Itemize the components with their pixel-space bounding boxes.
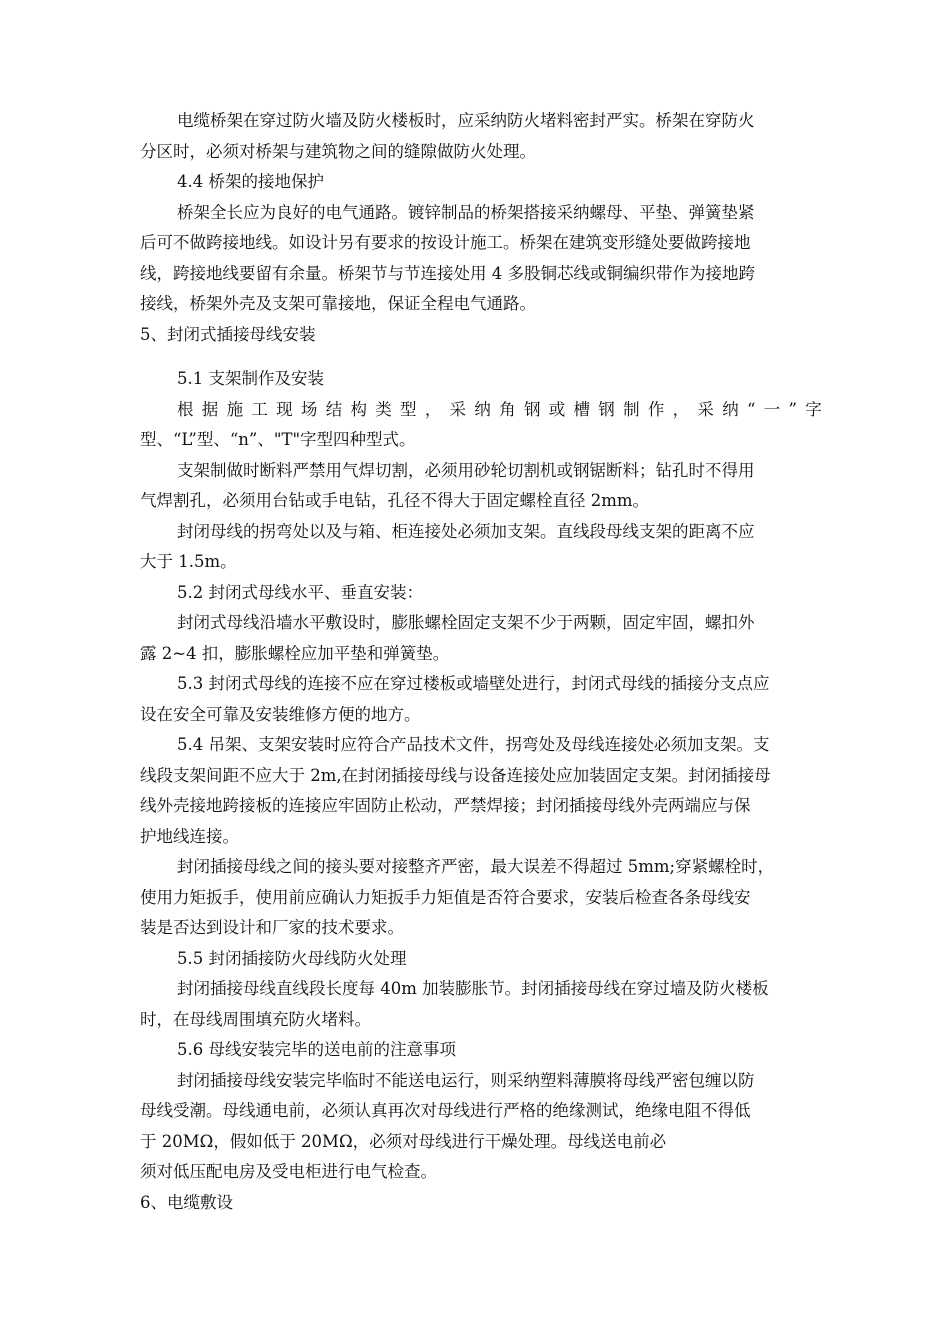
paragraph-fire-sealing — [140, 106, 822, 167]
text-line: 封闭插接母线直线段长度每 40m 加装膨胀节。封闭插接母线在穿过墙及防火楼板 — [177, 979, 769, 998]
char: 类 — [375, 399, 392, 419]
paragraph-5-4 — [140, 730, 822, 852]
char: 钢 — [598, 399, 615, 419]
char: 型 — [400, 399, 417, 419]
heading-5-2: 5.2 封闭式母线水平、垂直安装： — [177, 582, 423, 602]
char: 制 — [623, 399, 640, 419]
text-line: 母线受潮。母线通电前，必须认真再次对母线进行严格的绝缘测试，绝缘电阻不得低 — [140, 1101, 751, 1120]
paragraph-cutting — [140, 456, 822, 517]
text-line: 须对低压配电房及受电柜进行电气检查。 — [140, 1162, 437, 1181]
heading-6: 6、电缆敷设 — [140, 1192, 233, 1212]
heading-5-6: 5.6 母线安装完毕的送电前的注意事项 — [177, 1040, 456, 1059]
heading-4-4: 4.4 桥架的接地保护 — [177, 172, 324, 191]
char: 施 — [226, 399, 244, 419]
heading-5: 5、封闭式插接母线安装 — [140, 324, 316, 344]
paragraph-expansion-joint — [140, 974, 822, 1035]
char: 纳 — [722, 399, 739, 419]
text-line: 封闭插接母线安装完毕临时不能送电运行，则采纳塑料薄膜将母线严密包缠以防 — [177, 1070, 755, 1090]
char: ， — [424, 399, 442, 419]
text-line: 线段支架间距不应大于 2m,在封闭插接母线与设备连接处应加装固定支架。封闭插接母 — [140, 765, 771, 785]
char: 角 — [499, 399, 516, 419]
text-line: 护地线连接。 — [140, 826, 239, 846]
char: 钢 — [523, 399, 541, 419]
text-line: 线外壳接地跨接板的连接应牢固防止松动，严禁焊接；封闭插接母线外壳两端应与保 — [140, 796, 751, 815]
text-line: 桥架全长应为良好的电气通路。镀锌制品的桥架搭接采纳螺母、平垫、弹簧垫紧 — [177, 202, 755, 222]
text-line: 使用力矩扳手，使用前应确认力矩扳手力矩值是否符合要求，安装后检查各条母线安 — [140, 887, 751, 907]
char: 现 — [276, 399, 293, 419]
char: “ — [746, 399, 756, 419]
char: 结 — [325, 399, 343, 419]
text-line: 露 2~4 扣，膨胀螺栓应加平垫和弹簧垫。 — [140, 643, 450, 663]
paragraph-joints — [140, 852, 822, 944]
text-line: 封闭母线的拐弯处以及与箱、柜连接处必须加支架。直线段母线支架的距离不应 — [177, 521, 755, 541]
text-line: 设在安全可靠及安装维修方便的地方。 — [140, 704, 421, 724]
text-line: 装是否达到设计和厂家的技术要求。 — [140, 918, 404, 937]
heading-5-1: 5.1 支架制作及安装 — [177, 369, 324, 388]
paragraph-pre-energizing — [140, 1066, 822, 1188]
text-line: 分区时，必须对桥架与建筑物之间的缝隙做防火处理。 — [140, 141, 536, 161]
char: 槽 — [573, 399, 590, 419]
char: 或 — [548, 399, 566, 419]
text-line-justified — [140, 395, 822, 426]
text-line: 封闭插接母线之间的接头要对接整齐严密，最大误差不得超过 5mm;穿紧螺栓时， — [177, 857, 775, 876]
text-line: 接线，桥架外壳及支架可靠接地，保证全程电气通路。 — [140, 294, 536, 313]
paragraph-horizontal-install — [140, 608, 822, 669]
char: 字 — [805, 399, 822, 419]
text-line: 5.3 封闭式母线的连接不应在穿过楼板或墙壁处进行，封闭式母线的插接分支点应 — [177, 674, 770, 693]
text-line: 后可不做跨接地线。如设计另有要求的按设计施工。桥架在建筑变形缝处要做跨接地 — [140, 233, 751, 252]
char: 作 — [647, 399, 665, 419]
text-line: 大于 1.5m。 — [140, 552, 237, 571]
char: 纳 — [474, 399, 491, 419]
paragraph-grounding — [140, 198, 822, 320]
text-line: 线，跨接地线要留有余量。桥架节与节连接处用 4 多股铜芯线或铜编织带作为接地跨 — [140, 263, 755, 283]
text-line: 于 20MΩ，假如低于 20MΩ，必须对母线进行干燥处理。母线送电前必 — [140, 1131, 667, 1151]
text-line: 支架制做时断料严禁用气焊切割，必须用砂轮切割机或钢锯断料；钻孔时不得用 — [177, 460, 755, 480]
char: 场 — [300, 399, 318, 419]
text-line: 时，在母线周围填充防火堵料。 — [140, 1009, 371, 1029]
char: 一 — [763, 399, 781, 419]
char: 采 — [449, 399, 467, 419]
document-page — [140, 106, 822, 1218]
paragraph-support-spacing — [140, 517, 822, 578]
char: 根 — [177, 399, 194, 419]
char: 据 — [201, 399, 219, 419]
char: 采 — [697, 399, 714, 419]
char: ” — [788, 399, 797, 419]
heading-5-5: 5.5 封闭插接防火母线防火处理 — [177, 948, 407, 968]
paragraph-5-3 — [140, 669, 822, 730]
text-line: 5.4 吊架、支架安装时应符合产品技术文件，拐弯处及母线连接处必须加支架。支 — [177, 735, 770, 754]
text-line: 型、“L”型、“n”、"T"字型四种型式。 — [140, 430, 416, 449]
char: 构 — [350, 399, 367, 419]
char: 工 — [251, 399, 268, 419]
char: ， — [672, 399, 690, 419]
text-line: 电缆桥架在穿过防火墙及防火楼板时，应采纳防火堵料密封严实。桥架在穿防火 — [177, 111, 755, 130]
paragraph-bracket-types — [140, 395, 822, 456]
text-line: 气焊割孔，必须用台钻或手电钻，孔径不得大于固定螺栓直径 2mm。 — [140, 491, 650, 510]
text-line: 封闭式母线沿墙水平敷设时，膨胀螺栓固定支架不少于两颗，固定牢固，螺扣外 — [177, 613, 755, 632]
